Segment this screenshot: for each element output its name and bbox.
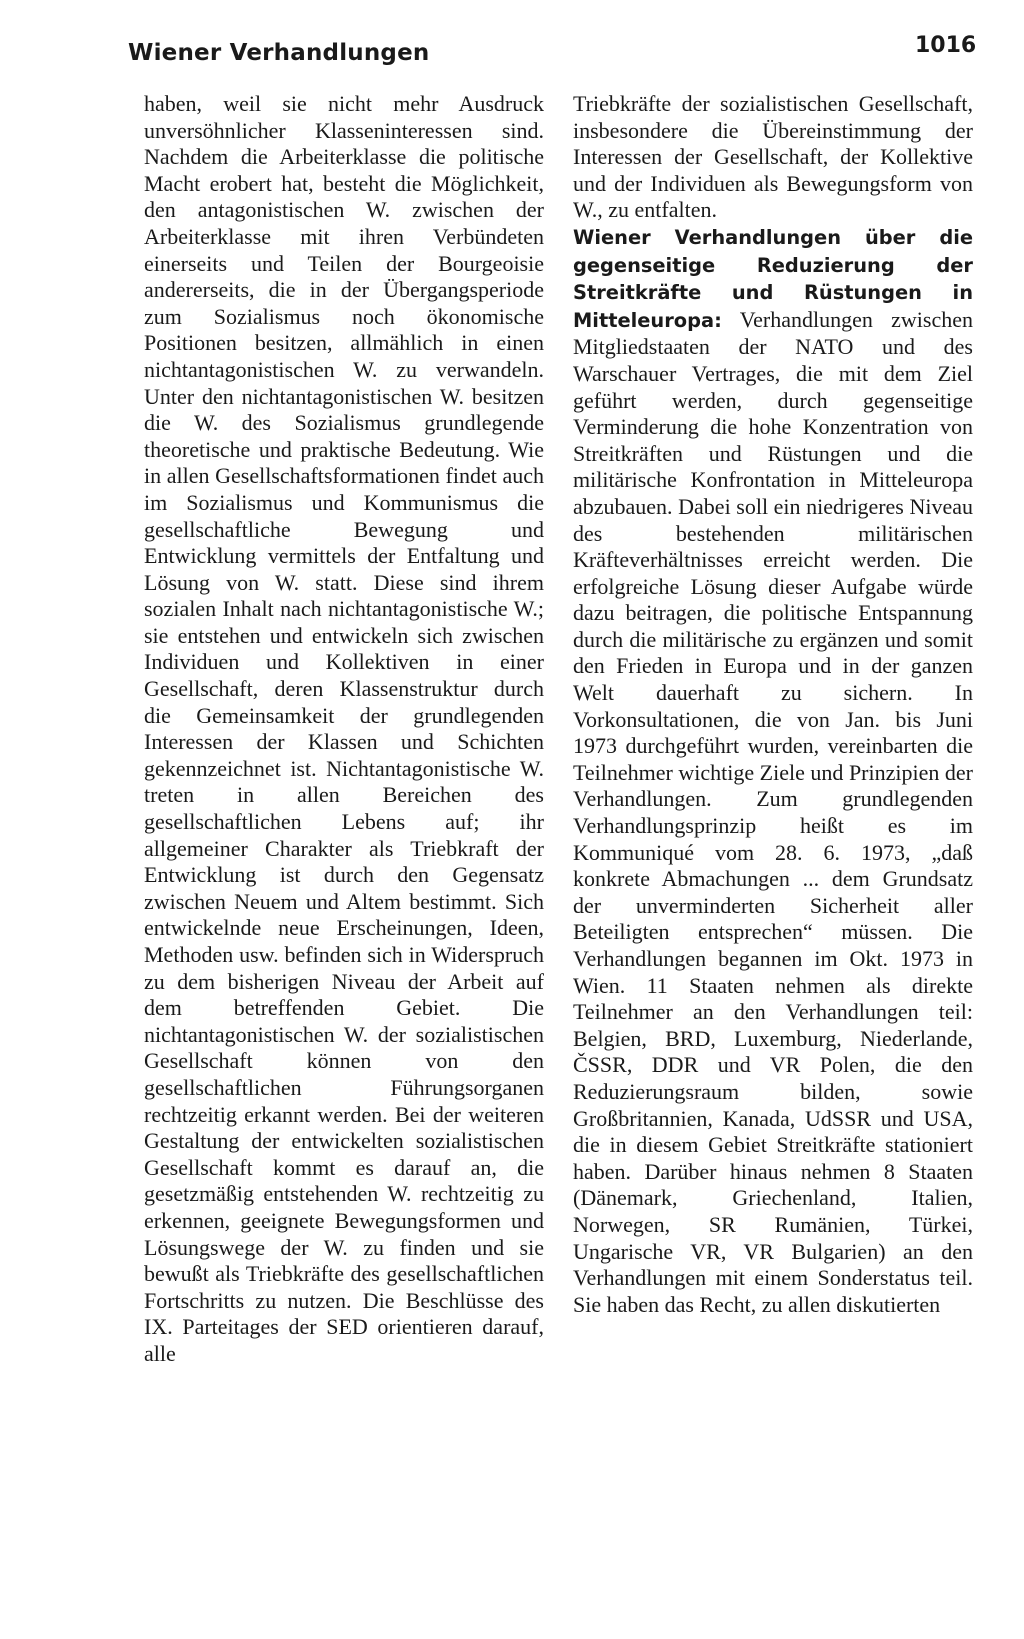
continuation-paragraph: Triebkräfte der sozialistischen Gesellschaft, insbesondere die Übereinstimmung der Interessen der Gesellschaft, der Kollektive und der Individuen als Bewegungsform von W., zu entfalten. (573, 91, 973, 223)
right-column (573, 91, 973, 1318)
running-head: Wiener Verhandlungen (128, 40, 430, 66)
entry-text: Verhandlungen zwischen Mitgliedstaaten der NATO und des Warschauer Vertrages, die mit dem Ziel geführt werden, durch gegenseitige Verminderung die hohe Konzentration von Streitkräften und Rüstungen und die militärische Konfrontation in Mitteleuropa abzubauen. Dabei soll ein niedrigeres Niveau des bestehenden militärischen Kräfteverhältnisses erreicht werden. Die erfolgreiche Lösung dieser Aufgabe würde dazu beitragen, die politische Entspannung durch die militärische zu ergänzen und somit den Frieden in Europa und in der ganzen Welt dauerhaft zu sichern. In Vorkonsultationen, die von Jan. bis Juni 1973 durchgeführt wurden, vereinbarten die Teilnehmer wichtige Ziele und Prinzipien der Verhandlungen. Zum grundlegenden Verhandlungsprinzip heißt es im Kommuniqué vom 28. 6. 1973, „daß konkrete Abmachungen ... dem Grundsatz der unverminderten Sicherheit aller Beteiligten entsprechen“ müssen. Die Verhandlungen begannen im Okt. 1973 in Wien. 11 Staaten nehmen als direkte Teilnehmer an den Verhandlungen teil: Belgien, BRD, Luxemburg, Niederlande, ČSSR, DDR und VR Polen, die den Reduzierungsraum bilden, sowie Großbritannien, Kanada, UdSSR und USA, die in diesem Gebiet Streitkräfte stationiert haben. Darüber hinaus nehmen 8 Staaten (Dänemark, Griechenland, Italien, Norwegen, SR Rumänien, Türkei, Ungarische VR, VR Bulgarien) an den Verhandlungen mit einem Sonderstatus teil. Sie haben das Recht, zu allen diskutierten (573, 306, 973, 1317)
left-column-text: haben, weil sie nicht mehr Ausdruck unversöhnlicher Klasseninteressen sind. Nachdem die Arbeiterklasse die politische Macht erobert hat, besteht die Möglichkeit, den antagonistischen W. zwischen der Arbeiterklasse mit ihren Verbündeten einerseits und Teilen der Bourgeoisie andererseits, die in der Übergangsperiode zum Sozialismus noch ökonomische Positionen besitzen, allmählich in einen nichtantagonistischen W. zu verwandeln. Unter den nichtantagonistischen W. besitzen die W. des Sozialismus grundlegende theoretische und praktische Bedeutung. Wie in allen Gesellschaftsformationen findet auch im Sozialismus und Kommunismus die gesellschaftliche Bewegung und Entwicklung vermittels der Entfaltung und Lösung von W. statt. Diese sind ihrem sozialen Inhalt nach nichtantagonistische W.; sie entstehen und entwickeln sich zwischen Individuen und Kollektiven in einer Gesellschaft, deren Klassenstruktur durch die Gemeinsamkeit der grundlegenden Interessen der Klassen und Schichten gekennzeichnet ist. Nichtantagonistische W. treten in allen Bereichen des gesellschaftlichen Lebens auf; ihr allgemeiner Charakter als Triebkraft der Entwicklung ist durch den Gegensatz zwischen Neuem und Altem bestimmt. Sich entwickelnde neue Erscheinungen, Ideen, Methoden usw. befinden sich in Widerspruch zu dem bisherigen Niveau der Arbeit auf dem betreffenden Gebiet. Die nichtantagonistischen W. der sozialistischen Gesellschaft können von den gesellschaftlichen Führungsorganen rechtzeitig erkannt werden. Bei der weiteren Gestaltung der entwickelten sozialistischen Gesellschaft kommt es darauf an, die gesetzmäßig entstehenden W. rechtzeitig zu erkennen, geeignete Bewegungsformen und Lösungswege der W. zu finden und sie bewußt als Triebkräfte des gesellschaftlichen Fortschritts zu nutzen. Die Beschlüsse des IX. Parteitages der SED orientieren darauf, alle (144, 91, 544, 1366)
entry-heading: Wiener Verhandlungen über die gegenseitige Reduzierung der Streitkräfte und Rüstungen in Mitteleuropa: (573, 225, 973, 332)
entry-paragraph (573, 224, 973, 1318)
page-number: 1016 (915, 33, 977, 58)
left-column (144, 91, 544, 1368)
